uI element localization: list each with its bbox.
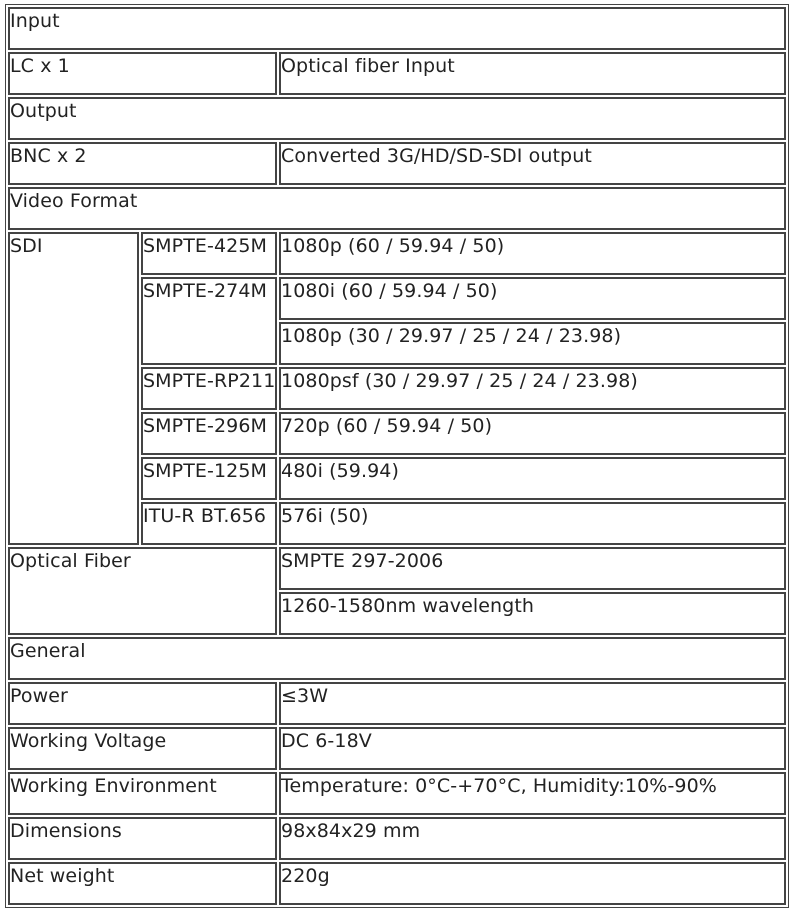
- general-value: ≤3W: [279, 682, 786, 725]
- table-row: [8, 682, 786, 725]
- sdi-group-label: SDI: [8, 232, 139, 545]
- general-label: Power: [8, 682, 277, 725]
- format-value: 1080p (30 / 29.97 / 25 / 24 / 23.98): [279, 322, 786, 365]
- optical-fiber-label: Optical Fiber: [8, 547, 277, 635]
- standard-name: SMPTE-296M: [141, 412, 277, 455]
- format-value: 1080psf (30 / 29.97 / 25 / 24 / 23.98): [279, 367, 786, 410]
- standard-name: SMPTE-RP211: [141, 367, 277, 410]
- table-row: [8, 547, 786, 590]
- general-value: Temperature: 0°C-+70°C, Humidity:10%-90%: [279, 772, 786, 815]
- section-row-output: [8, 97, 786, 140]
- general-value: 220g: [279, 862, 786, 905]
- format-value: 720p (60 / 59.94 / 50): [279, 412, 786, 455]
- format-value: 480i (59.94): [279, 457, 786, 500]
- table-row: [8, 817, 786, 860]
- general-value: 98x84x29 mm: [279, 817, 786, 860]
- table-row: [8, 772, 786, 815]
- table-row: [8, 727, 786, 770]
- table-row: [8, 52, 786, 95]
- section-row-general: [8, 637, 786, 680]
- standard-name: ITU-R BT.656: [141, 502, 277, 545]
- general-label: Dimensions: [8, 817, 277, 860]
- format-value: 576i (50): [279, 502, 786, 545]
- general-label: Working Environment: [8, 772, 277, 815]
- standard-name: SMPTE-125M: [141, 457, 277, 500]
- section-heading-video-format: Video Format: [8, 187, 786, 230]
- optical-fiber-value: SMPTE 297-2006: [279, 547, 786, 590]
- optical-fiber-value: 1260-1580nm wavelength: [279, 592, 786, 635]
- section-heading-general: General: [8, 637, 786, 680]
- input-label: LC x 1: [8, 52, 277, 95]
- output-label: BNC x 2: [8, 142, 277, 185]
- table-row: [8, 142, 786, 185]
- general-label: Net weight: [8, 862, 277, 905]
- section-row-video-format: [8, 187, 786, 230]
- format-value: 1080p (60 / 59.94 / 50): [279, 232, 786, 275]
- section-row-input: [8, 7, 786, 50]
- table-row: [8, 862, 786, 905]
- general-label: Working Voltage: [8, 727, 277, 770]
- standard-name: SMPTE-425M: [141, 232, 277, 275]
- output-value: Converted 3G/HD/SD-SDI output: [279, 142, 786, 185]
- format-value: 1080i (60 / 59.94 / 50): [279, 277, 786, 320]
- spec-table: [5, 4, 789, 908]
- general-value: DC 6-18V: [279, 727, 786, 770]
- section-heading-input: Input: [8, 7, 786, 50]
- input-value: Optical fiber Input: [279, 52, 786, 95]
- section-heading-output: Output: [8, 97, 786, 140]
- standard-name: SMPTE-274M: [141, 277, 277, 365]
- table-row: [8, 232, 786, 275]
